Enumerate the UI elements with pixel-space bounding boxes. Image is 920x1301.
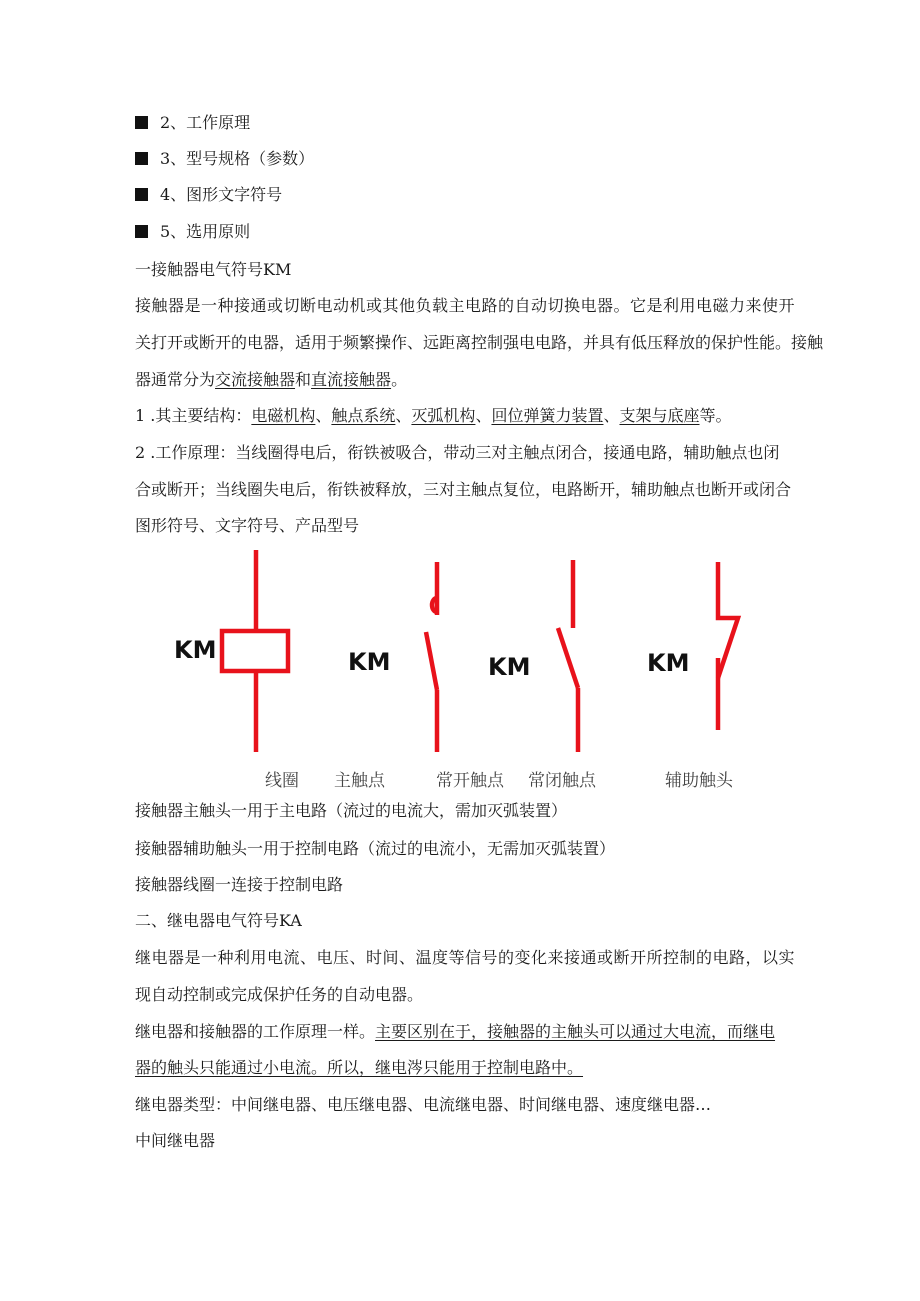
- caption-auxiliary-contact: 辅助触头: [665, 771, 733, 791]
- link-ac-contactor: 交流接触器: [215, 370, 296, 389]
- link-dc-contactor: 直流接触器: [311, 370, 392, 389]
- contactor-symbols-diagram: [160, 540, 760, 760]
- main-contact-blade: [426, 632, 437, 690]
- square-bullet-icon: [135, 188, 148, 201]
- structure-line: 1 .其主要结构：电磁机构、触点系统、灭弧机构、回位弹簧力装置、支架与底座等。: [135, 406, 732, 425]
- km-label: KM: [488, 653, 531, 681]
- paragraph-line: 接触器是一种接通或切断电动机或其他负载主电路的自动切换电器。它是利用电磁力来使开: [135, 296, 796, 315]
- paragraph-line: 器通常分为交流接触器和直流接触器。: [135, 370, 408, 389]
- paragraph-line: 2 .工作原理：当线圈得电后，衔铁被吸合，带动三对主触点闭合，接通电路，辅助触点也闭: [135, 443, 780, 462]
- section-title-contactor: 一接触器电气符号KM: [135, 260, 292, 279]
- km-label: KM: [647, 649, 690, 677]
- list-item: 5、选用原则: [135, 221, 250, 243]
- aux-contact-top: [718, 562, 738, 678]
- coil-rectangle: [222, 631, 288, 671]
- square-bullet-icon: [135, 225, 148, 238]
- list-item: 4、图形文字符号: [135, 184, 282, 206]
- caption-normally-closed: 常闭触点: [528, 771, 596, 791]
- section-title-relay: 二、继电器电气符号KA: [135, 911, 302, 930]
- list-item: 3、型号规格（参数）: [135, 148, 314, 170]
- paragraph-line: 关打开或断开的电器，适用于频繁操作、远距离控制强电电路，并具有低压释放的保护性能。接触: [135, 333, 824, 352]
- paragraph-line: 接触器主触头一用于主电路（流过的电流大，需加灭弧装置）: [135, 801, 568, 820]
- paragraph-line: 继电器和接触器的工作原理一样。主要区别在于，接触器的主触头可以通过大电流，而继电: [135, 1022, 776, 1041]
- paragraph-line: 接触器辅助触头一用于控制电路（流过的电流小，无需加灭弧装置）: [135, 839, 616, 858]
- structure-item: 灭弧机构: [411, 406, 476, 425]
- figure-title: 图形符号、文字符号、产品型号: [135, 516, 360, 535]
- caption-main-contact: 主触点: [334, 771, 385, 791]
- structure-item: 回位弹簧力装置: [491, 406, 604, 425]
- square-bullet-icon: [135, 116, 148, 129]
- paragraph-line: 继电器类型：中间继电器、电压继电器、电流继电器、时间继电器、速度继电器…: [135, 1095, 712, 1114]
- km-label: KM: [348, 648, 391, 676]
- structure-item: 电磁机构: [251, 406, 316, 425]
- structure-item: 支架与底座: [619, 406, 700, 425]
- paragraph-line: 现自动控制或完成保护任务的自动电器。: [135, 985, 424, 1004]
- paragraph-line: 合或断开；当线圈失电后，衔铁被释放，三对主触点复位，电路断开，辅助触点也断开或闭合: [135, 480, 792, 499]
- no-contact-blade: [558, 628, 578, 688]
- caption-normally-open: 常开触点: [436, 771, 504, 791]
- paragraph-line: 继电器是一种利用电流、电压、时间、温度等信号的变化来接通或断开所控制的电路，以实: [135, 948, 796, 967]
- structure-item: 触点系统: [331, 406, 396, 425]
- caption-coil: 线圈: [265, 771, 299, 791]
- km-label: KM: [174, 636, 217, 664]
- paragraph-line: 器的触头只能通过小电流。所以，继电涔只能用于控制电路中。: [135, 1058, 584, 1077]
- square-bullet-icon: [135, 152, 148, 165]
- paragraph-line: 中间继电器: [135, 1131, 216, 1150]
- list-item: 2、工作原理: [135, 112, 250, 134]
- paragraph-line: 接触器线圈一连接于控制电路: [135, 875, 344, 894]
